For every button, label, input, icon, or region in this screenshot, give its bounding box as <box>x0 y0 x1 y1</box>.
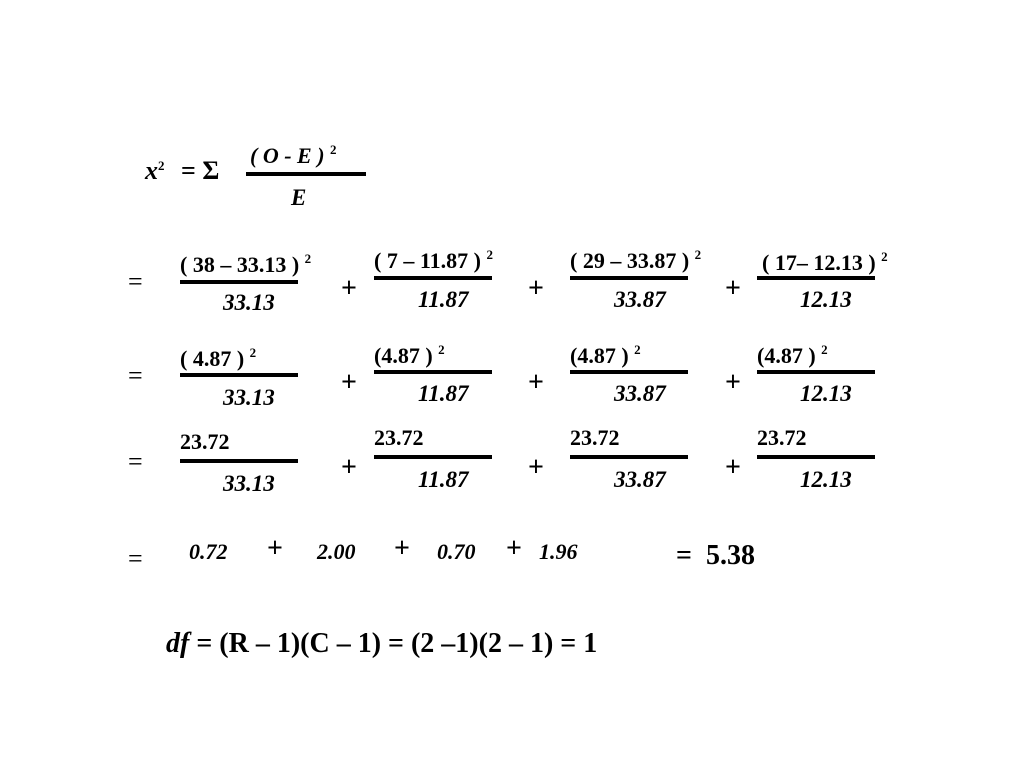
row3-term1-denominator: 33.13 <box>223 471 275 496</box>
row1-term3-denominator: 33.87 <box>614 287 666 312</box>
row1-term1-bar <box>180 280 298 284</box>
row1-term2-numerator <box>374 247 493 274</box>
row2-term2-denominator: 11.87 <box>418 381 469 406</box>
formula-denominator: E <box>291 185 307 210</box>
chi-square-symbol <box>145 156 165 186</box>
row1-plus3: + <box>725 273 741 304</box>
row3-term4-numerator: 23.72 <box>757 425 807 450</box>
row3-term4-bar <box>757 455 875 459</box>
df-symbol: df <box>166 628 190 659</box>
sum-value-3: 0.70 <box>437 539 476 564</box>
row1-equals: = <box>128 267 143 296</box>
row2-term2-exp: 2 <box>438 342 445 357</box>
row2-term1-exp: 2 <box>249 345 257 360</box>
chi-exponent: 2 <box>158 158 165 173</box>
row2-term3-denominator: 33.87 <box>614 381 666 406</box>
row1-plus2: + <box>528 273 544 304</box>
sum-value-2: 2.00 <box>317 539 356 564</box>
row2-term3-exp: 2 <box>634 342 641 357</box>
sum-plus1: + <box>267 533 283 564</box>
row3-term2-denominator: 11.87 <box>418 467 469 492</box>
row1-term2-denominator: 11.87 <box>418 287 469 312</box>
row2-term3-num-text: (4.87 ) <box>570 343 635 368</box>
sum-value-1: 0.72 <box>189 539 228 564</box>
row2-term3-numerator <box>570 342 641 369</box>
equals-sigma: = Σ <box>181 156 220 185</box>
row3-plus1: + <box>341 452 357 483</box>
row2-term2-num-text: (4.87 ) <box>374 343 439 368</box>
df-expression: = (R – 1)(C – 1) = (2 –1)(2 – 1) = 1 <box>189 628 598 659</box>
row2-plus1: + <box>341 367 357 398</box>
row1-term4-bar <box>757 276 875 280</box>
row2-term4-exp: 2 <box>821 342 828 357</box>
sum-row-equals: = <box>128 544 143 573</box>
row1-term1-denominator: 33.13 <box>223 290 275 315</box>
row2-term1-num-text: ( 4.87 ) <box>180 346 250 371</box>
row1-term3-exp: 2 <box>694 247 702 262</box>
formula-numerator-exp: 2 <box>330 142 337 157</box>
row3-term3-bar <box>570 455 688 459</box>
row2-term2-bar <box>374 370 492 374</box>
row2-term4-denominator: 12.13 <box>800 381 852 406</box>
row1-term4-numerator <box>762 249 888 276</box>
chi-square-result: = 5.38 <box>676 540 755 571</box>
row3-equals: = <box>128 447 143 476</box>
row2-term1-numerator <box>180 345 256 372</box>
row1-term2-exp: 2 <box>486 247 493 262</box>
formula-numerator-text: ( O - E ) <box>250 143 331 168</box>
row3-term1-numerator: 23.72 <box>180 429 230 454</box>
row2-plus2: + <box>528 367 544 398</box>
row2-term3-bar <box>570 370 688 374</box>
sum-plus3: + <box>506 533 522 564</box>
row3-term2-bar <box>374 455 492 459</box>
row2-equals: = <box>128 361 143 390</box>
row2-term4-numerator <box>757 342 828 369</box>
degrees-of-freedom-line <box>152 596 597 660</box>
row1-term4-denominator: 12.13 <box>800 287 852 312</box>
row1-term2-bar <box>374 276 492 280</box>
row3-term1-bar <box>180 459 298 463</box>
row1-term3-numerator <box>570 247 701 274</box>
chi-symbol-letter: x <box>145 156 158 185</box>
row1-term2-num-text: ( 7 – 11.87 ) <box>374 248 487 273</box>
row1-term3-bar <box>570 276 688 280</box>
row3-plus2: + <box>528 452 544 483</box>
row3-term3-denominator: 33.87 <box>614 467 666 492</box>
formula-fraction-bar <box>246 172 366 176</box>
sum-plus2: + <box>394 533 410 564</box>
formula-numerator <box>250 142 337 169</box>
row1-plus1: + <box>341 273 357 304</box>
row2-term2-numerator <box>374 342 445 369</box>
row3-term3-numerator: 23.72 <box>570 425 620 450</box>
row1-term4-num-text: ( 17– 12.13 ) <box>762 250 882 275</box>
row2-term1-denominator: 33.13 <box>223 385 275 410</box>
row1-term4-exp: 2 <box>881 249 888 264</box>
row1-term1-numerator <box>180 251 311 278</box>
row2-term4-num-text: (4.87 ) <box>757 343 822 368</box>
row1-term1-num-text: ( 38 – 33.13 ) <box>180 252 305 277</box>
row1-term3-num-text: ( 29 – 33.87 ) <box>570 248 695 273</box>
row2-plus3: + <box>725 367 741 398</box>
row3-term4-denominator: 12.13 <box>800 467 852 492</box>
row2-term1-bar <box>180 373 298 377</box>
row2-term4-bar <box>757 370 875 374</box>
row1-term1-exp: 2 <box>304 251 312 266</box>
row3-plus3: + <box>725 452 741 483</box>
row3-term2-numerator: 23.72 <box>374 425 424 450</box>
sum-value-4: 1.96 <box>539 539 578 564</box>
